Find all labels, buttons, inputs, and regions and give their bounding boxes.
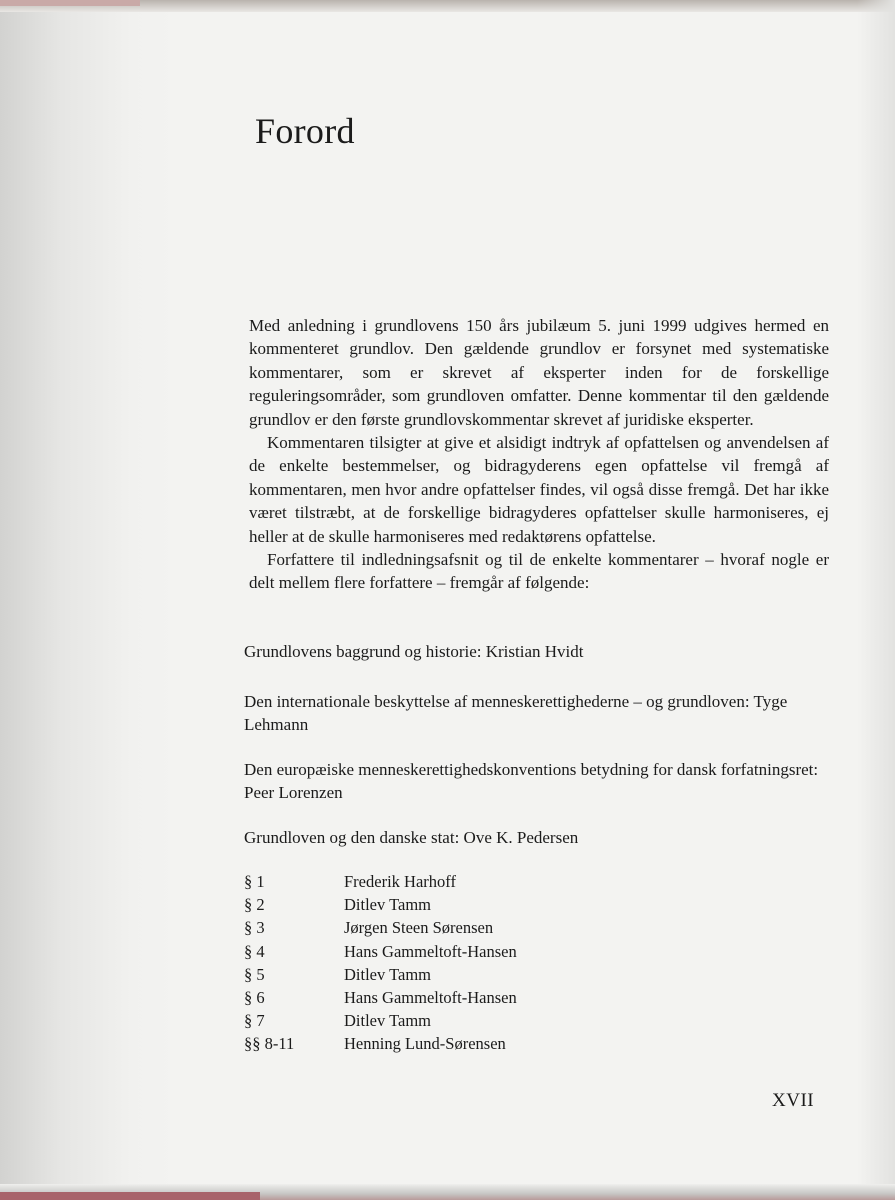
credit-line: Den internationale beskyttelse af menneskerettighederne – og grundloven: Tyge Lehmann — [244, 692, 788, 734]
section-row — [244, 1009, 644, 1032]
section-number: §§ 8-11 — [244, 1034, 295, 1054]
page-top-edge — [0, 0, 895, 12]
section-row — [244, 893, 644, 916]
page-bottom-edge — [0, 1184, 895, 1200]
section-number: § 1 — [244, 872, 265, 891]
page-title: Forord — [255, 111, 355, 151]
page-number: XVII — [772, 1090, 815, 1111]
intro-text — [249, 314, 829, 595]
section-number: § 6 — [244, 987, 265, 1007]
section-author: Henning Lund-Sørensen — [344, 1034, 506, 1054]
section-author: Ditlev Tamm — [344, 1011, 431, 1031]
intro-paragraph: Forfattere til indledningsafsnit og til de enkelte kommentarer – hvoraf nogle er delt mellem flere forfattere – fremgår af følgende: — [249, 550, 829, 593]
intro-paragraph: Med anledning i grundlovens 150 års jubilæum 5. juni 1999 udgives hermed en kommenteret grundlov. Den gældende grundlov er forsynet med systematiske kommentarer, som er skrevet af eksperter inden for de forskellige reguleringsområder, som grundloven omfatter. Denne kommentar til den gældende grundlov er den første grundlovskommentar skrevet af juridiske eksperter. — [249, 316, 829, 429]
credit-line: Den europæiske menneskerettighedskonventions betydning for dansk forfatningsret: Peer Lorenzen — [244, 760, 819, 802]
section-number: § 3 — [244, 918, 265, 938]
section-number: § 4 — [244, 941, 265, 961]
section-row — [244, 940, 644, 963]
section-row — [244, 916, 644, 939]
section-row — [244, 1032, 644, 1055]
section-author: Ditlev Tamm — [344, 895, 431, 915]
section-row — [244, 963, 644, 986]
section-number: § 7 — [244, 1011, 265, 1031]
section-author: Jørgen Steen Sørensen — [344, 918, 494, 938]
section-author-list — [244, 870, 644, 1056]
credit-line: Grundloven og den danske stat: Ove K. Pedersen — [244, 828, 579, 847]
section-row — [244, 986, 644, 1009]
section-author: Frederik Harhoff — [344, 872, 456, 891]
section-number: § 2 — [244, 895, 265, 915]
section-row — [244, 870, 644, 893]
book-spine-shadow — [0, 0, 175, 1200]
section-author: Hans Gammeltoft-Hansen — [344, 987, 517, 1007]
section-number: § 5 — [244, 964, 265, 984]
intro-paragraph: Kommentaren tilsigter at give et alsidigt indtryk af opfattelsen og anvendelsen af de enkelte bestemmelser, og bidragyderens egen opfattelse vil fremgå af kommentaren, men hvor andre opfattelser findes, vil også disse fremgå. Det har ikke været tilstræbt, at de forskellige bidragyderes opfattelser skulle harmoniseres, ej heller at de skulle harmoniseres med redaktørens opfattelse. — [249, 433, 829, 546]
credit-line: Grundlovens baggrund og historie: Kristian Hvidt — [244, 642, 584, 661]
page-right-edge — [857, 0, 895, 1200]
section-author: Ditlev Tamm — [344, 964, 431, 984]
section-author: Hans Gammeltoft-Hansen — [344, 941, 517, 961]
